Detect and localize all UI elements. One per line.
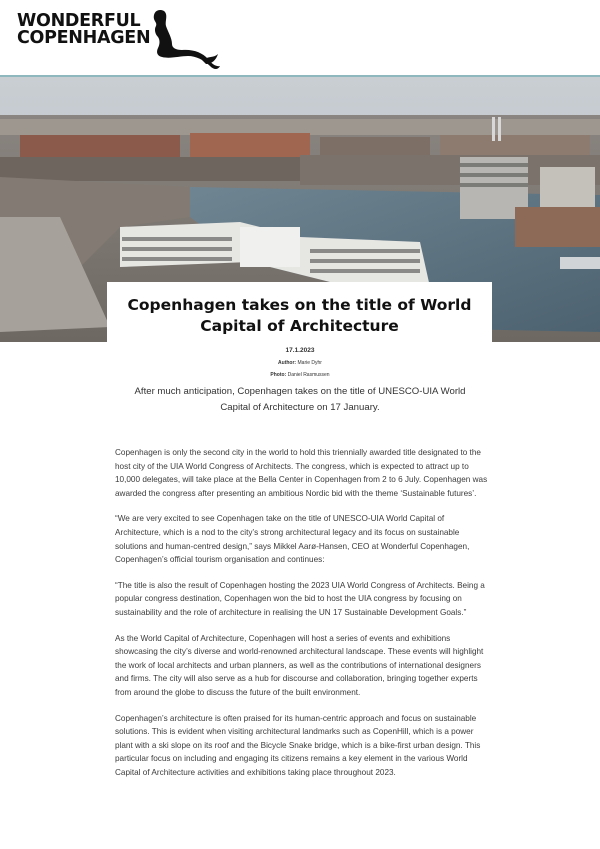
- paragraph-1: Copenhagen is only the second city in the world to hold this triennially awarded title designated to the host city of the UIA World Congress of Architects. The congress, which is expected to attract up to 10,000 delegates, will take place at the Bella Center in Copenhagen from 2 to 6 July. Copenhagen was awarded the congress after presenting an ambitious Nordic bid with the theme ‘Sustainable futures’.: [115, 448, 488, 498]
- article-title: Copenhagen takes on the title of World Capital of Architecture: [127, 296, 472, 335]
- article-author: [0, 360, 600, 366]
- title-card: [107, 282, 492, 344]
- author-name: Marie Dyhr: [297, 360, 322, 366]
- paragraph-3: “The title is also the result of Copenhagen hosting the 2023 UIA World Congress of Architects. Being a popular congress destination, Copenhagen won the bid to host the UIA congress by focusing on sustainability and the role of architecture in realising the UN 17 Sustainable Development Goals.”: [115, 580, 485, 617]
- article-date: 17.1.2023: [285, 347, 315, 354]
- author-label: Author:: [278, 360, 297, 366]
- logo-line-1: WONDERFUL: [17, 11, 141, 31]
- logo[interactable]: [17, 13, 150, 47]
- photo-credit-name: Daniel Rasmussen: [287, 372, 330, 378]
- logo-line-2: COPENHAGEN: [17, 28, 151, 48]
- article-photo-credit: [0, 372, 600, 378]
- site-header: [0, 0, 600, 76]
- paragraph-5: Copenhagen’s architecture is often praised for its human-centric approach and focus on sustainable solutions. This is evident when visiting architectural landmarks such as CopenHill, which is a power plant with a ski slope on its roof and the Bicycle Snake bridge, which is a bike-first urban design. This particular focus on including and engaging its citizens remains a key element in the various World Capital of Architecture activities and exhibitions taking place throughout 2023.: [115, 713, 481, 777]
- photo-label: Photo:: [270, 372, 287, 378]
- paragraph-4: As the World Capital of Architecture, Copenhagen will host a series of events and exhibitions showcasing the city’s diverse and world-renowned architectural landscape. These events will highlight the work of local architects and urban planners, as well as the contributions of international designers and firms. The city will also serve as a hub for discourse and collaboration, bringing together experts from around the globe to discuss the future of the built environment.: [115, 633, 484, 697]
- article-lead: After much anticipation, Copenhagen takes on the title of UNESCO-UIA World Capital of Architecture on 17 January.: [134, 386, 466, 413]
- article-body: [115, 446, 490, 791]
- paragraph-2: “We are very excited to see Copenhagen take on the title of UNESCO-UIA World Capital of Architecture, which is a nod to the city’s strong architectural legacy and its focus on sustainable solutions and human-centred design,” says Mikkel Aarø-Hansen, CEO at Wonderful Copenhagen, Copenhagen’s official tourism organisation and continues:: [115, 514, 470, 565]
- mermaid-icon: [142, 4, 224, 72]
